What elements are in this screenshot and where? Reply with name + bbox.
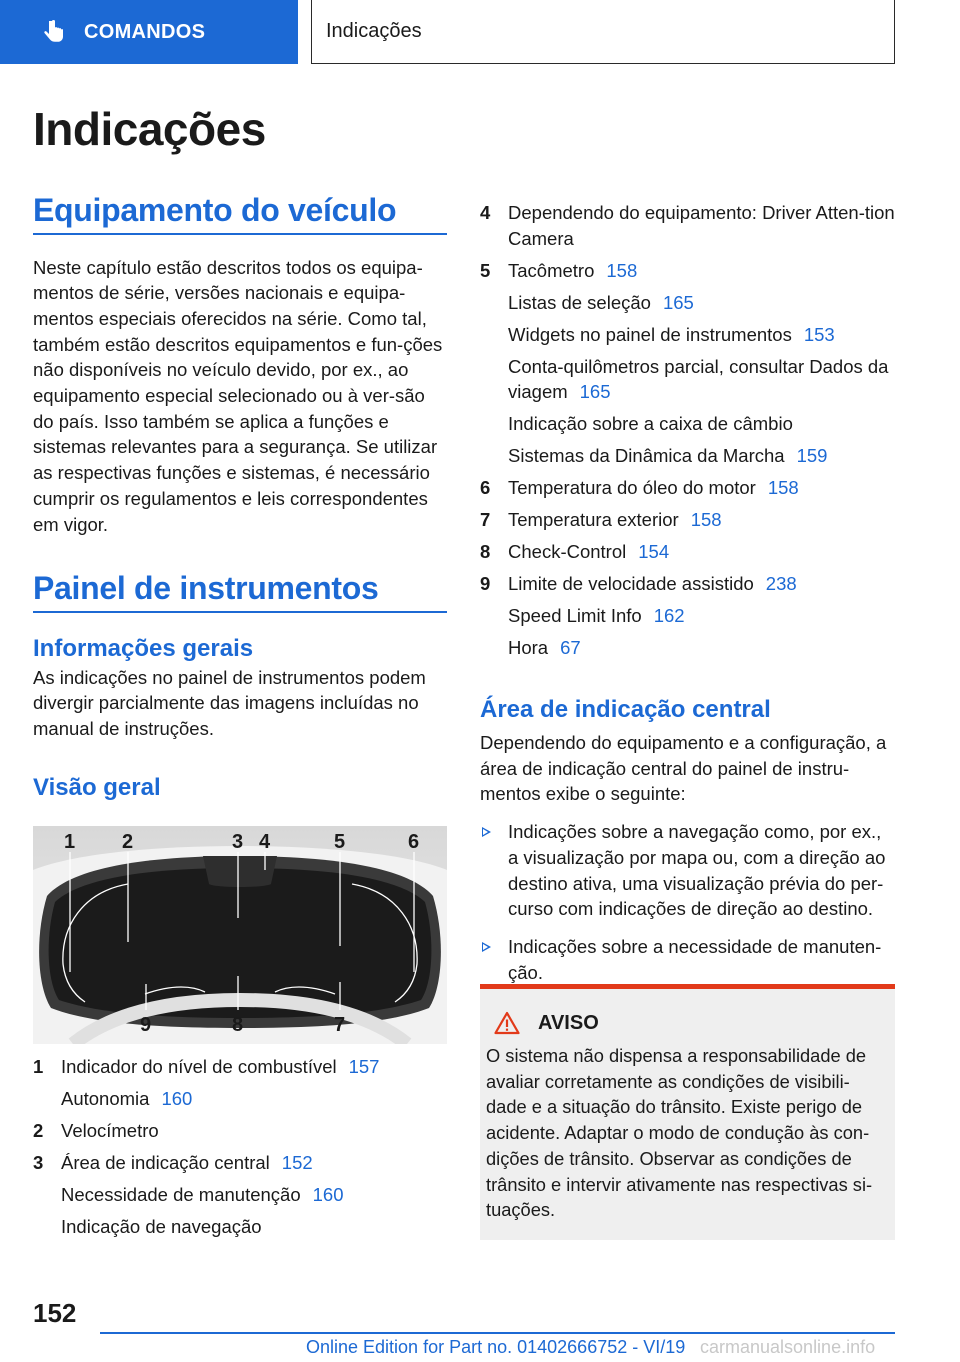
subsection-heading: Informações gerais — [33, 634, 254, 662]
warning-header — [494, 1011, 883, 1035]
callout-6: 6 — [408, 831, 420, 853]
page-ref-link[interactable]: 158 — [767, 477, 799, 499]
section-tab-comandos[interactable] — [0, 0, 298, 64]
page-ref-link[interactable]: 160 — [161, 1088, 193, 1109]
item-text: Área de indicação central — [61, 1152, 270, 1173]
bullet-item — [480, 934, 895, 985]
item-text: Listas de seleção — [508, 291, 651, 313]
section-body: Neste capítulo estão descritos todos os equipa-mentos de série, versões nacionais e equipa-mentos especiais oferecidos na série. Como tal, também estão descritos equipamentos e fun-ções não disponíveis no veículo devido, por ex., ao equipamento especial selecionado ou à ver-são do país. Isso também se aplica a funções e sistemas relevantes para a segurança. Se utilizar as respectivas funções e sistemas, é necessário cumprir os regulamentos e leis correspondentes em vigor. — [33, 256, 443, 535]
bullet-text: Indicações sobre a navegação como, por ex., a visualização por mapa ou, com a direção ao destino ativa, uma visualização prévia do per-curso com indicações de direção ao destino. — [508, 821, 886, 920]
section-equipamento — [33, 192, 447, 537]
list-item — [480, 571, 895, 597]
list-item — [480, 200, 895, 251]
list-item — [480, 258, 895, 284]
triangle-bullet-icon — [482, 827, 491, 837]
chapter-tab — [311, 0, 895, 64]
list-item — [480, 443, 895, 469]
page-title: Indicações — [33, 103, 266, 155]
page-number: 152 — [33, 1298, 77, 1328]
item-number: 8 — [480, 541, 491, 563]
subsection-heading: Visão geral — [33, 773, 161, 801]
section-heading: Painel de instrumentos — [33, 570, 379, 606]
subsection-body: As indicações no painel de instrumentos podem divergir parcialmente das imagens incluídas no manual de instruções. — [33, 666, 426, 739]
callout-3: 3 — [232, 831, 244, 853]
bullet-item — [480, 819, 895, 922]
item-number: 7 — [480, 509, 491, 531]
triangle-bullet-icon — [482, 942, 491, 952]
page-ref-link[interactable]: 152 — [281, 1152, 313, 1173]
callout-7: 7 — [334, 1014, 346, 1036]
item-text: Indicação sobre a caixa de câmbio — [508, 413, 793, 435]
list-item — [33, 1054, 447, 1080]
subsection-body: Dependendo do equipamento e a configuração, a área de indicação central do painel de instru-mentos exibe o seguinte: — [480, 732, 887, 805]
item-text: Limite de velocidade assistido — [508, 573, 754, 595]
item-text: Necessidade de manutenção — [61, 1184, 301, 1205]
chapter-tab-label: Indicações — [326, 20, 422, 42]
list-item — [480, 635, 895, 661]
item-number: 5 — [480, 259, 491, 281]
warning-title: AVISO — [538, 1011, 599, 1034]
item-text: Temperatura exterior — [508, 509, 679, 531]
list-item — [480, 411, 895, 437]
heading-rule — [33, 233, 447, 235]
item-text: Velocímetro — [61, 1120, 159, 1141]
instrument-cluster-figure — [33, 826, 447, 1044]
item-text: Widgets no painel de instrumentos — [508, 323, 792, 345]
instrument-cluster-illustration — [33, 826, 447, 1044]
page-ref-link[interactable]: 158 — [606, 259, 638, 281]
list-item — [33, 1086, 447, 1112]
page-ref-link[interactable]: 153 — [803, 323, 835, 345]
warning-body: O sistema não dispensa a responsabilidade de avaliar corretamente as condições de visibili-dade e a situação do trânsito. Existe perigo de acidente. Adaptar o modo de condução às con-dições de trânsito. Observar as condições de trânsito e intervir ativamente nas respectivas si-tuações. — [486, 1045, 873, 1221]
list-item — [480, 603, 895, 629]
bullet-text: Indicações sobre a necessidade de manuten-ção. — [508, 935, 882, 983]
list-item — [480, 475, 895, 501]
page-ref-link[interactable]: 162 — [653, 605, 685, 627]
hand-pointer-icon — [40, 19, 66, 45]
list-item — [480, 354, 895, 405]
subsection-heading: Área de indicação central — [480, 696, 771, 723]
item-text: Indicador do nível de combustível — [61, 1056, 337, 1077]
section-painel — [33, 570, 447, 802]
page-ref-link[interactable]: 159 — [796, 445, 828, 467]
callout-5: 5 — [334, 831, 346, 853]
list-item — [33, 1182, 447, 1208]
list-item — [480, 539, 895, 565]
page-ref-link[interactable]: 158 — [690, 509, 722, 531]
page-ref-link[interactable]: 238 — [765, 573, 797, 595]
page-ref-link[interactable]: 67 — [560, 637, 581, 659]
callout-4: 4 — [259, 831, 271, 853]
section-heading: Equipamento do veículo — [33, 192, 397, 228]
item-number: 6 — [480, 477, 491, 499]
item-text: Dependendo do equipamento: Driver Atten-tion Camera — [508, 202, 895, 249]
callout-8: 8 — [232, 1014, 244, 1036]
list-item — [33, 1214, 447, 1240]
list-item — [33, 1118, 447, 1144]
item-text: Check-Control — [508, 541, 627, 563]
page-ref-link[interactable]: 157 — [348, 1056, 380, 1077]
page-ref-link[interactable]: 154 — [638, 541, 670, 563]
item-text: Autonomia — [61, 1088, 150, 1109]
callout-2: 2 — [122, 831, 134, 853]
item-text: Indicação de navegação — [61, 1216, 262, 1237]
list-item — [480, 507, 895, 533]
page-ref-link[interactable]: 165 — [662, 291, 694, 313]
warning-triangle-icon — [494, 1011, 520, 1035]
page-ref-link[interactable]: 165 — [579, 381, 611, 403]
item-number: 9 — [480, 573, 491, 595]
callout-1: 1 — [64, 831, 76, 853]
watermark-text: carmanualsonline.info — [700, 1337, 876, 1357]
item-text: Speed Limit Info — [508, 605, 642, 627]
item-text: Hora — [508, 637, 549, 659]
item-number: 2 — [33, 1120, 44, 1141]
section-tab-label: COMANDOS — [84, 20, 206, 43]
item-text: Tacômetro — [508, 259, 595, 281]
list-item — [33, 1150, 447, 1176]
callout-9: 9 — [140, 1014, 152, 1036]
header-bar — [0, 0, 960, 66]
list-item — [480, 290, 895, 316]
item-number: 4 — [480, 202, 491, 223]
warning-box — [480, 984, 895, 1240]
bullet-list — [480, 819, 895, 985]
section-area-central — [480, 696, 895, 985]
item-number: 1 — [33, 1056, 44, 1077]
item-text: Temperatura do óleo do motor — [508, 477, 756, 499]
footer-rule — [100, 1332, 895, 1334]
item-text: Sistemas da Dinâmica da Marcha — [508, 445, 785, 467]
heading-rule — [33, 611, 447, 613]
page-ref-link[interactable]: 160 — [312, 1184, 344, 1205]
legend-list-left — [33, 1054, 447, 1240]
item-text: Conta-quilômetros parcial, consultar Dados da viagem — [508, 355, 889, 403]
list-item — [480, 322, 895, 348]
legend-list-right — [480, 200, 895, 661]
edition-text: Online Edition for Part no. 01402666752 - VI/19 — [306, 1337, 686, 1357]
item-number: 3 — [33, 1152, 44, 1173]
